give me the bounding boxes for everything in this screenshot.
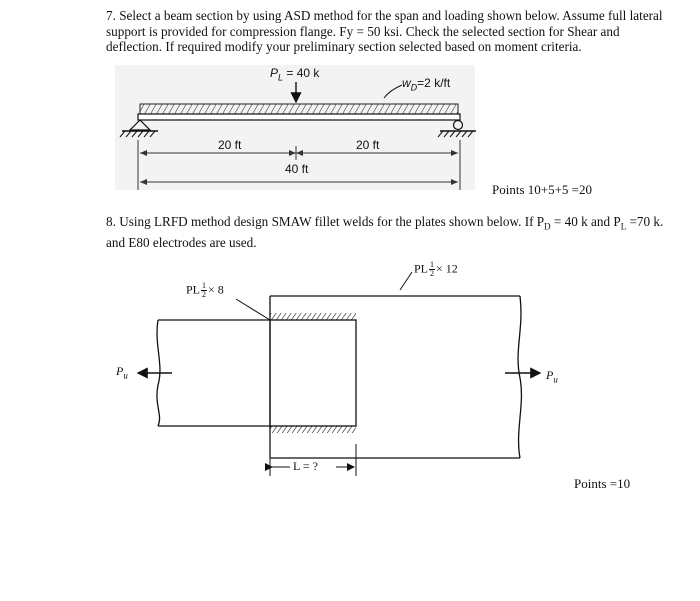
small-plate-leader	[236, 299, 270, 320]
question-8-number: 8.	[106, 214, 116, 229]
total-span-label: 40 ft	[285, 162, 309, 176]
small-plate-label: PL $\frac{1}{2}$ × 8	[186, 281, 224, 299]
question-8-text: 8. Using LRFD method design SMAW fillet welds for the plates shown below. If $P_D = 40$ k and $P_L =70$ k. and E80 electrodes are used.	[106, 214, 664, 251]
question-7-points: Points 10+5+5 =20	[492, 182, 593, 197]
large-plate-label: PL $\frac{1}{2}$ × 12	[414, 260, 458, 278]
right-load-label: $P_u$	[546, 368, 558, 385]
left-span-label: 20 ft	[218, 138, 242, 152]
question-8-points: Points =10	[574, 476, 631, 491]
small-plate	[158, 320, 270, 426]
bottom-fillet-weld	[270, 426, 356, 433]
distributed-load-label: $w_D=2$ k/ft	[402, 76, 451, 93]
beam	[138, 114, 460, 120]
top-fillet-weld	[270, 313, 356, 320]
question-7-number: 7.	[106, 8, 116, 23]
overlap-region	[270, 320, 356, 426]
question-7-body: Select a beam section by using ASD method for the span and loading shown below. Assume full lateral support is provided for compression flange. Fy = 50 ksi. Check the selected section for Shear and deflection. If required modify your preliminary section selected based on moment criteria.	[106, 8, 663, 54]
weld-length-label: L = ?	[293, 459, 318, 473]
weld-figure	[138, 272, 540, 476]
large-plate-break	[518, 296, 521, 458]
left-load-label: $P_u$	[116, 364, 128, 381]
right-span-label: 20 ft	[356, 138, 380, 152]
point-load-label: $P_L = 40$ k	[270, 66, 320, 83]
large-plate-leader	[400, 272, 412, 290]
distributed-load-band	[140, 104, 458, 114]
